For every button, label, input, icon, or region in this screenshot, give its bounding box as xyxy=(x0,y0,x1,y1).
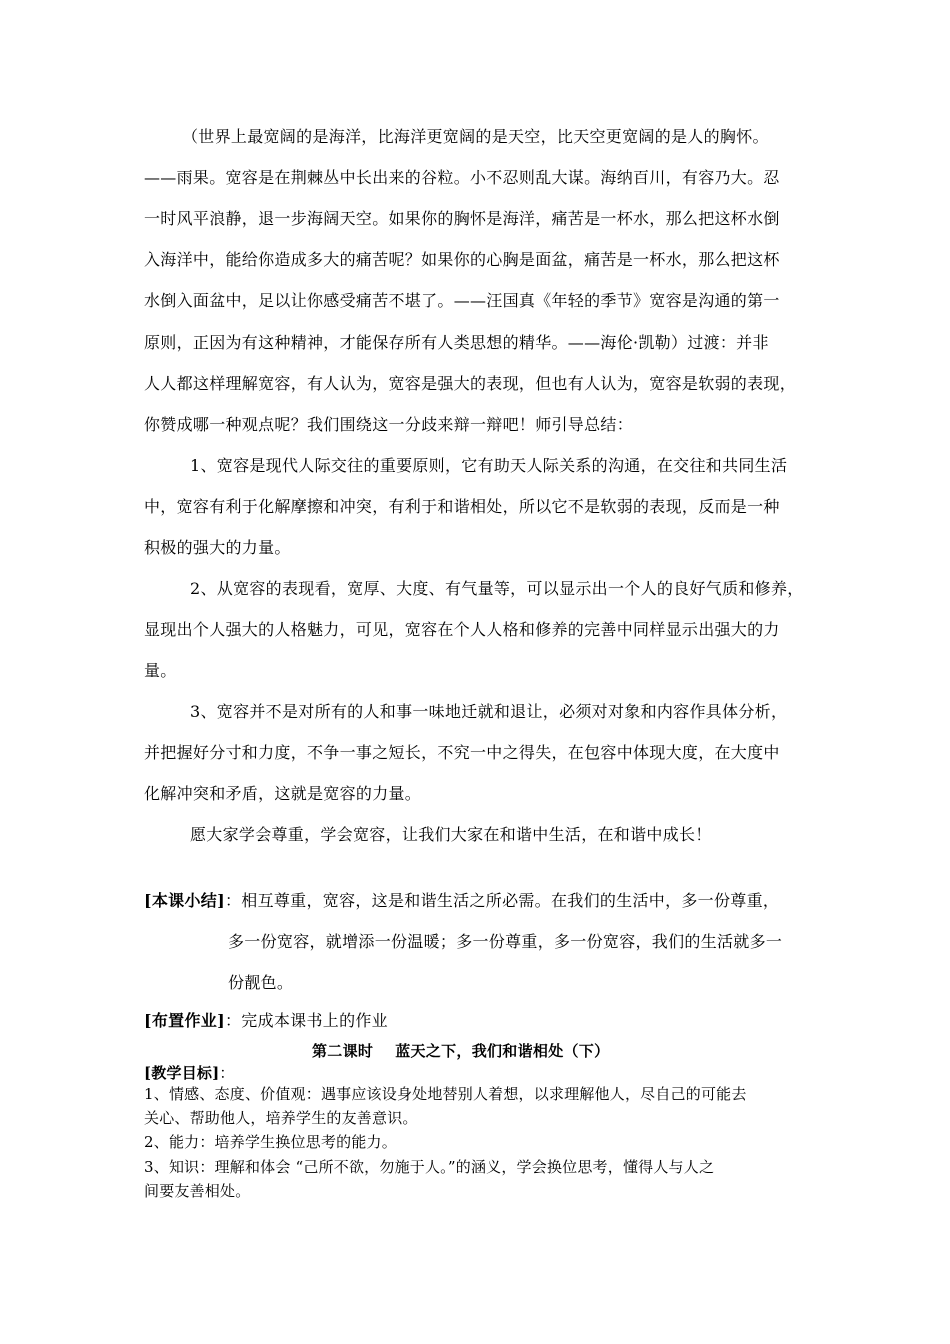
point-1-line: 中，宽容有利于化解摩擦和冲突，有利于和谐相处，所以它不是软弱的表现，反而是一种 xyxy=(144,497,780,516)
homework-colon: ： xyxy=(224,1011,242,1030)
paragraph-line: 一时风平浪静，退一步海阔天空。如果你的胸怀是海洋，痛苦是一杯水，那么把这杯水倒 xyxy=(144,209,780,228)
paragraph-line: （世界上最宽阔的是海洋，比海洋更宽阔的是天空，比天空更宽阔的是人的胸怀。 xyxy=(182,127,769,146)
summary-line: 多一份宽容，就增添一份温暖；多一份尊重，多一份宽容，我们的生活就多一 xyxy=(228,932,783,951)
objective-line: 3、知识：理解和体会 “己所不欲，勿施于人。”的涵义，学会换位思考，懂得人与人之 xyxy=(144,1158,715,1176)
paragraph-line: 人人都这样理解宽容，有人认为，宽容是强大的表现，但也有人认为，宽容是软弱的表现， xyxy=(144,374,797,393)
objective-line: 1、情感、态度、价值观：遇事应该设身处地替别人着想，以求理解他人，尽自己的可能去 xyxy=(144,1085,747,1103)
point-2-line: 量。 xyxy=(144,661,177,680)
objectives-label: [教学目标] xyxy=(144,1064,220,1082)
paragraph-line: 你赞成哪一种观点呢？我们围绕这一分歧来辩一辩吧！师引导总结： xyxy=(144,415,634,434)
summary-line: 份靓色。 xyxy=(228,973,294,992)
summary-label: [本课小结] xyxy=(144,891,225,910)
point-2-line: 2、从宽容的表现看，宽厚、大度、有气量等，可以显示出一个人的良好气质和修养， xyxy=(190,579,804,598)
homework-label: [布置作业] xyxy=(144,1011,225,1030)
point-3-line: 并把握好分寸和力度，不争一事之短长，不究一中之得失，在包容中体现大度，在大度中 xyxy=(144,743,780,762)
homework xyxy=(144,1008,388,1031)
point-1-line: 1、宽容是现代人际交往的重要原则，它有助天人际关系的沟通，在交往和共同生活 xyxy=(190,456,788,475)
lesson-summary xyxy=(144,888,779,911)
closing-wish: 愿大家学会尊重，学会宽容，让我们大家在和谐中生活，在和谐中成长！ xyxy=(190,825,712,844)
objective-line: 2、能力：培养学生换位思考的能力。 xyxy=(144,1133,397,1151)
lesson-2-title xyxy=(312,1040,609,1061)
point-2-line: 显现出个人强大的人格魅力，可见，宽容在个人人格和修养的完善中同样显示出强大的力 xyxy=(144,620,780,639)
paragraph-line: ——雨果。宽容是在荆棘丛中长出来的谷粒。小不忍则乱大谋。海纳百川，有容乃大。忍 xyxy=(144,168,780,187)
objective-line: 间要友善相处。 xyxy=(144,1182,251,1200)
objectives-colon: ： xyxy=(219,1064,235,1082)
lesson-2-topic: 蓝天之下，我们和谐相处（下） xyxy=(395,1042,610,1060)
summary-text: 相互尊重，宽容，这是和谐生活之所必需。在我们的生活中，多一份尊重， xyxy=(241,891,780,910)
paragraph-line: 水倒入面盆中，足以让你感受痛苦不堪了。——汪国真《年轻的季节》宽容是沟通的第一 xyxy=(144,291,780,310)
paragraph-line: 原则，正因为有这种精神，才能保存所有人类思想的精华。——海伦·凯勒）过渡：并非 xyxy=(144,333,769,352)
point-3-line: 3、宽容并不是对所有的人和事一味地迁就和退让，必须对对象和内容作具体分析， xyxy=(190,702,788,721)
paragraph-line: 入海洋中，能给你造成多大的痛苦呢？如果你的心胸是面盆，痛苦是一杯水，那么把这杯 xyxy=(144,250,780,269)
summary-colon: ： xyxy=(224,891,242,910)
objectives-heading xyxy=(144,1062,235,1083)
point-1-line: 积极的强大的力量。 xyxy=(144,538,291,557)
lesson-2-period: 第二课时 xyxy=(312,1042,374,1060)
point-3-line: 化解冲突和矛盾，这就是宽容的力量。 xyxy=(144,784,422,803)
homework-text: 完成本课书上的作业 xyxy=(241,1011,388,1030)
objective-line: 关心、帮助他人，培养学生的友善意识。 xyxy=(144,1109,418,1127)
